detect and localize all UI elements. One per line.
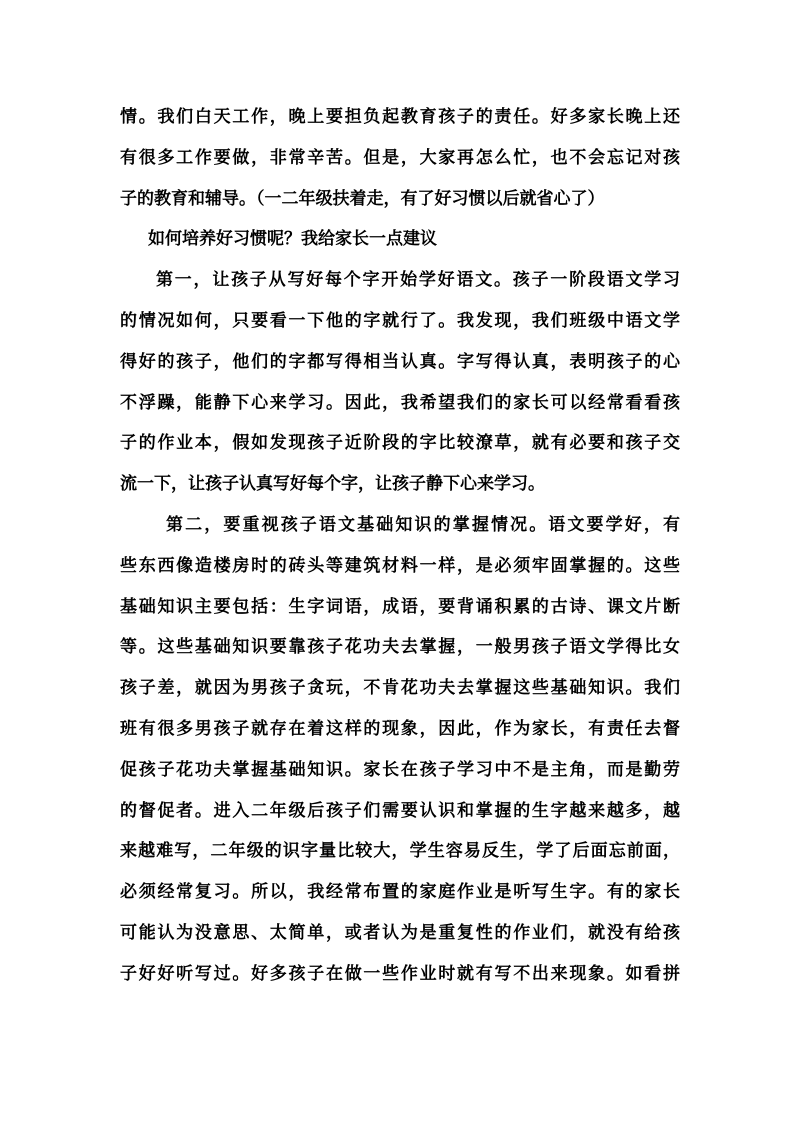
paragraph-line: 情。我们白天工作，晚上要担负起教育孩子的责任。好多家长晚上还 xyxy=(120,107,680,127)
paragraph-line: 的情况如何，只要看一下他的字就行了。我发现，我们班级中语文学 xyxy=(120,310,680,331)
paragraph-line: 第二，要重视孩子语文基础知识的掌握情况。语文要学好，有 xyxy=(166,514,680,535)
paragraph-line: 第一，让孩子从写好每个字开始学好语文。孩子一阶段语文学习 xyxy=(156,270,680,291)
paragraph-line: 促孩子花功夫掌握基础知识。家长在孩子学习中不是主角，而是勤劳 xyxy=(120,759,680,780)
paragraph-line: 子的教育和辅导。（一二年级扶着走，有了好习惯以后就省心了） xyxy=(120,188,605,209)
paragraph-line: 班有很多男孩子就存在着这样的现象，因此，作为家长，有责任去督 xyxy=(120,718,680,739)
paragraph-line: 的督促者。进入二年级后孩子们需要认识和掌握的生字越来越多，越 xyxy=(120,800,680,821)
paragraph-line: 必须经常复习。所以，我经常布置的家庭作业是听写生字。有的家长 xyxy=(120,882,680,903)
body-text xyxy=(120,97,680,995)
paragraph-line: 得好的孩子，他们的字都写得相当认真。字写得认真，表明孩子的心 xyxy=(120,351,680,372)
paragraph-line: 些东西像造楼房时的砖头等建筑材料一样，是必须牢固掌握的。这些 xyxy=(120,555,680,576)
paragraph-line: 子的作业本，假如发现孩子近阶段的字比较潦草，就有必要和孩子交 xyxy=(120,433,680,454)
paragraph-line: 等。这些基础知识要靠孩子花功夫去掌握，一般男孩子语文学得比女 xyxy=(120,637,680,658)
paragraph-line: 流一下，让孩子认真写好每个字，让孩子静下心来学习。 xyxy=(120,474,545,495)
paragraph-line: 基础知识主要包括：生字词语，成语，要背诵积累的古诗、课文片断 xyxy=(120,596,680,617)
paragraph-line: 孩子差，就因为男孩子贪玩，不肯花功夫去掌握这些基础知识。我们 xyxy=(120,678,680,699)
section-heading: 如何培养好习惯呢？我给家长一点建议 xyxy=(148,229,437,250)
paragraph-line: 可能认为没意思、太简单，或者认为是重复性的作业们，就没有给孩 xyxy=(120,922,680,943)
paragraph-line: 来越难写，二年级的识字量比较大，学生容易反生，学了后面忘前面， xyxy=(120,841,680,862)
paragraph-line: 不浮躁，能静下心来学习。因此，我希望我们的家长可以经常看看孩 xyxy=(120,392,680,413)
paragraph-line: 有很多工作要做，非常辛苦。但是，大家再怎么忙，也不会忘记对孩 xyxy=(120,147,680,168)
paragraph-line: 子好好听写过。好多孩子在做一些作业时就有写不出来现象。如看拼 xyxy=(120,963,680,984)
